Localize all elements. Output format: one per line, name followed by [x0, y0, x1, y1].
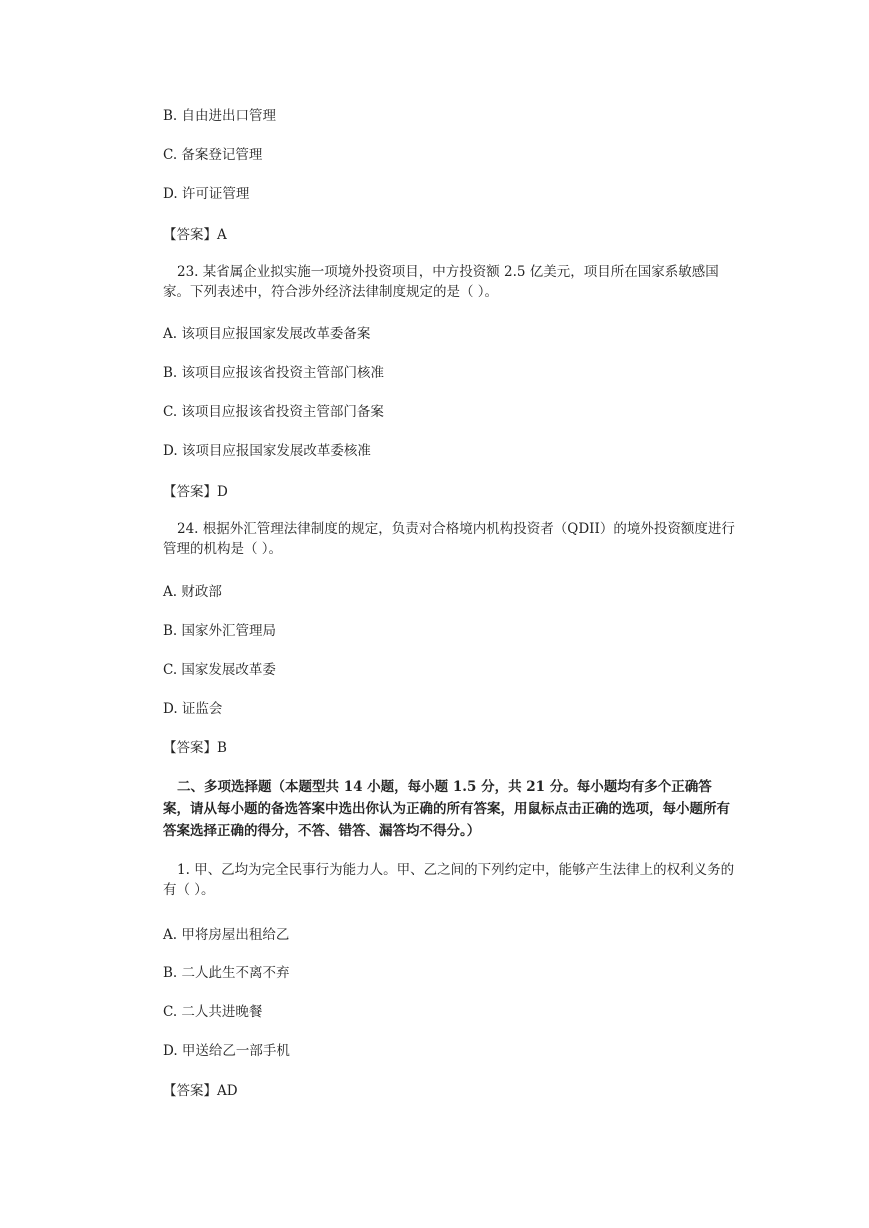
q22-option-c: C. 备案登记管理: [163, 147, 263, 163]
q24-option-c: C. 国家发展改革委: [163, 662, 276, 678]
mq1-option-c: C. 二人共进晚餐: [163, 1004, 263, 1020]
q23-answer: 【答案】D: [163, 484, 228, 500]
q23-option-c: C. 该项目应报该省投资主管部门备案: [163, 404, 384, 420]
q22-answer: 【答案】A: [163, 227, 227, 243]
mq1-option-b: B. 二人此生不离不弃: [163, 965, 290, 981]
q24-option-b: B. 国家外汇管理局: [163, 623, 277, 639]
mq1-stem: 1. 甲、乙均为完全民事行为能力人。甲、乙之间的下列约定中，能够产生法律上的权利义务的有（ ）。: [163, 862, 735, 898]
q23-option-d: D. 该项目应报国家发展改革委核准: [163, 443, 371, 459]
q23-option-a: A. 该项目应报国家发展改革委备案: [163, 326, 371, 342]
q24-option-a: A. 财政部: [163, 584, 222, 600]
q23-option-b: B. 该项目应报该省投资主管部门核准: [163, 365, 385, 381]
q23-stem: 23. 某省属企业拟实施一项境外投资项目，中方投资额 2.5 亿美元，项目所在国家系敏感国家。下列表述中，符合涉外经济法律制度规定的是（ ）。: [163, 264, 719, 300]
mq1-option-d: D. 甲送给乙一部手机: [163, 1043, 290, 1059]
q24-option-d: D. 证监会: [163, 701, 223, 717]
mq1-option-a: A. 甲将房屋出租给乙: [163, 927, 290, 943]
mq1-answer: 【答案】AD: [163, 1083, 238, 1099]
q24-stem: 24. 根据外汇管理法律制度的规定，负责对合格境内机构投资者（QDII）的境外投资额度进行管理的机构是（ ）。: [163, 521, 735, 557]
q22-option-b: B. 自由进出口管理: [163, 108, 277, 124]
q24-answer: 【答案】B: [163, 740, 227, 756]
q22-option-d: D. 许可证管理: [163, 186, 250, 202]
section-2-heading: 二、多项选择题（本题型共 14 小题，每小题 1.5 分，共 21 分。每小题均有多个正确答案，请从每小题的备选答案中选出你认为正确的所有答案，用鼠标点击正确的选项，每小题所有答案选择正确的得分，不答、错答、漏答均不得分。）: [163, 779, 730, 839]
